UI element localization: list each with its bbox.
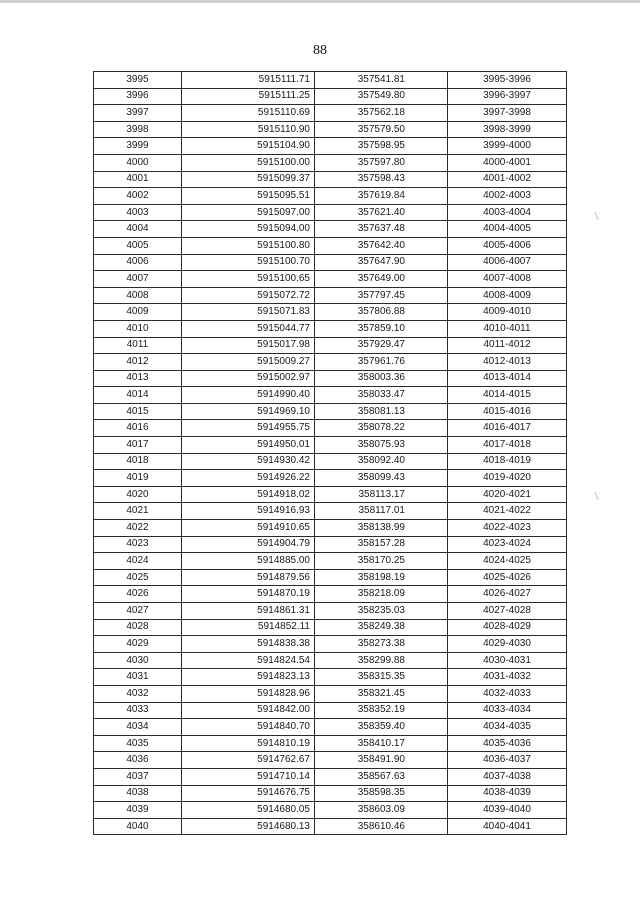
x-coordinate-cell: 5915100.80 [182,237,315,254]
x-coordinate-cell: 5914680.05 [182,802,315,819]
table-row [94,586,567,603]
x-coordinate-cell: 5914926.22 [182,470,315,487]
table-row [94,304,567,321]
point-number-cell: 4027 [94,603,182,620]
point-number-cell: 4038 [94,785,182,802]
point-number-cell: 4036 [94,752,182,769]
table-row [94,72,567,89]
segment-cell: 4035-4036 [448,735,567,752]
segment-cell: 4014-4015 [448,387,567,404]
segment-cell: 4007-4008 [448,271,567,288]
x-coordinate-cell: 5915110.69 [182,105,315,122]
x-coordinate-cell: 5914823.13 [182,669,315,686]
table-row [94,785,567,802]
table-row [94,685,567,702]
y-coordinate-cell: 357859.10 [315,320,448,337]
x-coordinate-cell: 5914904.79 [182,536,315,553]
segment-cell: 4008-4009 [448,287,567,304]
x-coordinate-cell: 5915071.83 [182,304,315,321]
y-coordinate-cell: 357598.95 [315,138,448,155]
table-row [94,636,567,653]
segment-cell: 4031-4032 [448,669,567,686]
segment-cell: 4003-4004 [448,204,567,221]
y-coordinate-cell: 358075.93 [315,437,448,454]
y-coordinate-cell: 357961.76 [315,354,448,371]
x-coordinate-cell: 5915100.70 [182,254,315,271]
table-row [94,420,567,437]
table-row [94,171,567,188]
y-coordinate-cell: 358113.17 [315,486,448,503]
y-coordinate-cell: 358299.88 [315,652,448,669]
y-coordinate-cell: 358352.19 [315,702,448,719]
y-coordinate-cell: 357647.90 [315,254,448,271]
x-coordinate-cell: 5914930.42 [182,453,315,470]
segment-cell: 4002-4003 [448,188,567,205]
segment-cell: 4013-4014 [448,370,567,387]
segment-cell: 3996-3997 [448,88,567,105]
segment-cell: 4017-4018 [448,437,567,454]
y-coordinate-cell: 358157.28 [315,536,448,553]
table-row [94,818,567,835]
y-coordinate-cell: 358170.25 [315,553,448,570]
coordinates-table-body [94,72,567,835]
point-number-cell: 4032 [94,685,182,702]
table-row [94,154,567,171]
table-row [94,702,567,719]
point-number-cell: 3996 [94,88,182,105]
point-number-cell: 4008 [94,287,182,304]
table-row [94,354,567,371]
y-coordinate-cell: 357598.43 [315,171,448,188]
point-number-cell: 4015 [94,403,182,420]
y-coordinate-cell: 357797.45 [315,287,448,304]
point-number-cell: 4021 [94,503,182,520]
point-number-cell: 3997 [94,105,182,122]
segment-cell: 4027-4028 [448,603,567,620]
point-number-cell: 4004 [94,221,182,238]
x-coordinate-cell: 5914840.70 [182,719,315,736]
y-coordinate-cell: 358033.47 [315,387,448,404]
table-row [94,503,567,520]
table-row [94,470,567,487]
table-row [94,453,567,470]
segment-cell: 4039-4040 [448,802,567,819]
x-coordinate-cell: 5914879.56 [182,569,315,586]
y-coordinate-cell: 358598.35 [315,785,448,802]
y-coordinate-cell: 357541.81 [315,72,448,89]
x-coordinate-cell: 5914870.19 [182,586,315,603]
y-coordinate-cell: 357649.00 [315,271,448,288]
table-row [94,387,567,404]
point-number-cell: 4013 [94,370,182,387]
segment-cell: 3998-3999 [448,121,567,138]
segment-cell: 4018-4019 [448,453,567,470]
point-number-cell: 4029 [94,636,182,653]
segment-cell: 4005-4006 [448,237,567,254]
x-coordinate-cell: 5914861.31 [182,603,315,620]
segment-cell: 4040-4041 [448,818,567,835]
table-row [94,603,567,620]
y-coordinate-cell: 358099.43 [315,470,448,487]
segment-cell: 4022-4023 [448,520,567,537]
segment-cell: 4023-4024 [448,536,567,553]
segment-cell: 4011-4012 [448,337,567,354]
segment-cell: 4025-4026 [448,569,567,586]
segment-cell: 4030-4031 [448,652,567,669]
y-coordinate-cell: 357597.80 [315,154,448,171]
x-coordinate-cell: 5914852.11 [182,619,315,636]
y-coordinate-cell: 357562.18 [315,105,448,122]
point-number-cell: 4003 [94,204,182,221]
page-top-edge [0,0,640,3]
x-coordinate-cell: 5914950.01 [182,437,315,454]
segment-cell: 4033-4034 [448,702,567,719]
table-row [94,520,567,537]
y-coordinate-cell: 358138.99 [315,520,448,537]
y-coordinate-cell: 358315.35 [315,669,448,686]
x-coordinate-cell: 5915110.90 [182,121,315,138]
y-coordinate-cell: 358117.01 [315,503,448,520]
point-number-cell: 4005 [94,237,182,254]
scan-mark [594,492,598,500]
segment-cell: 4020-4021 [448,486,567,503]
segment-cell: 4036-4037 [448,752,567,769]
table-row [94,403,567,420]
y-coordinate-cell: 357619.84 [315,188,448,205]
segment-cell: 3999-4000 [448,138,567,155]
x-coordinate-cell: 5914969.10 [182,403,315,420]
x-coordinate-cell: 5914680.13 [182,818,315,835]
point-number-cell: 4035 [94,735,182,752]
segment-cell: 4024-4025 [448,553,567,570]
x-coordinate-cell: 5914838.38 [182,636,315,653]
point-number-cell: 4017 [94,437,182,454]
table-row [94,437,567,454]
segment-cell: 4034-4035 [448,719,567,736]
x-coordinate-cell: 5914710.14 [182,768,315,785]
x-coordinate-cell: 5914955.75 [182,420,315,437]
x-coordinate-cell: 5914824.54 [182,652,315,669]
table-row [94,237,567,254]
x-coordinate-cell: 5915100.00 [182,154,315,171]
table-row [94,121,567,138]
x-coordinate-cell: 5915017.98 [182,337,315,354]
x-coordinate-cell: 5915044.77 [182,320,315,337]
x-coordinate-cell: 5915104.90 [182,138,315,155]
segment-cell: 4000-4001 [448,154,567,171]
table-row [94,536,567,553]
y-coordinate-cell: 358218.09 [315,586,448,603]
table-row [94,254,567,271]
table-row [94,204,567,221]
segment-cell: 4026-4027 [448,586,567,603]
y-coordinate-cell: 358567.63 [315,768,448,785]
point-number-cell: 4039 [94,802,182,819]
point-number-cell: 4026 [94,586,182,603]
table-row [94,619,567,636]
point-number-cell: 4028 [94,619,182,636]
x-coordinate-cell: 5915094.00 [182,221,315,238]
x-coordinate-cell: 5915009.27 [182,354,315,371]
y-coordinate-cell: 357637.48 [315,221,448,238]
x-coordinate-cell: 5915099.37 [182,171,315,188]
point-number-cell: 4022 [94,520,182,537]
point-number-cell: 4018 [94,453,182,470]
point-number-cell: 4011 [94,337,182,354]
point-number-cell: 4024 [94,553,182,570]
table-row [94,486,567,503]
segment-cell: 4038-4039 [448,785,567,802]
x-coordinate-cell: 5915100.65 [182,271,315,288]
x-coordinate-cell: 5914810.19 [182,735,315,752]
table-row [94,287,567,304]
y-coordinate-cell: 358249.38 [315,619,448,636]
table-row [94,188,567,205]
y-coordinate-cell: 357579.50 [315,121,448,138]
point-number-cell: 4006 [94,254,182,271]
point-number-cell: 4002 [94,188,182,205]
x-coordinate-cell: 5914828.96 [182,685,315,702]
table-row [94,752,567,769]
segment-cell: 3997-3998 [448,105,567,122]
table-row [94,768,567,785]
point-number-cell: 4025 [94,569,182,586]
table-row [94,138,567,155]
point-number-cell: 3995 [94,72,182,89]
point-number-cell: 4010 [94,320,182,337]
segment-cell: 4006-4007 [448,254,567,271]
y-coordinate-cell: 358410.17 [315,735,448,752]
y-coordinate-cell: 358235.03 [315,603,448,620]
segment-cell: 3995-3996 [448,72,567,89]
point-number-cell: 3999 [94,138,182,155]
table-row [94,719,567,736]
x-coordinate-cell: 5915111.25 [182,88,315,105]
x-coordinate-cell: 5915111.71 [182,72,315,89]
table-row [94,669,567,686]
segment-cell: 4009-4010 [448,304,567,321]
segment-cell: 4012-4013 [448,354,567,371]
y-coordinate-cell: 357621.40 [315,204,448,221]
y-coordinate-cell: 358610.46 [315,818,448,835]
x-coordinate-cell: 5914918.02 [182,486,315,503]
x-coordinate-cell: 5914676.75 [182,785,315,802]
x-coordinate-cell: 5914990.40 [182,387,315,404]
y-coordinate-cell: 358359.40 [315,719,448,736]
segment-cell: 4019-4020 [448,470,567,487]
y-coordinate-cell: 357929.47 [315,337,448,354]
point-number-cell: 4037 [94,768,182,785]
y-coordinate-cell: 358198.19 [315,569,448,586]
point-number-cell: 4034 [94,719,182,736]
y-coordinate-cell: 357549.80 [315,88,448,105]
y-coordinate-cell: 358078.22 [315,420,448,437]
point-number-cell: 4040 [94,818,182,835]
x-coordinate-cell: 5914842.00 [182,702,315,719]
segment-cell: 4015-4016 [448,403,567,420]
segment-cell: 4001-4002 [448,171,567,188]
point-number-cell: 4020 [94,486,182,503]
x-coordinate-cell: 5915072.72 [182,287,315,304]
table-row [94,569,567,586]
segment-cell: 4021-4022 [448,503,567,520]
y-coordinate-cell: 357642.40 [315,237,448,254]
point-number-cell: 4019 [94,470,182,487]
point-number-cell: 4000 [94,154,182,171]
point-number-cell: 4030 [94,652,182,669]
x-coordinate-cell: 5914885.00 [182,553,315,570]
point-number-cell: 4016 [94,420,182,437]
table-row [94,105,567,122]
point-number-cell: 4023 [94,536,182,553]
table-row [94,735,567,752]
point-number-cell: 4012 [94,354,182,371]
y-coordinate-cell: 358273.38 [315,636,448,653]
table-row [94,802,567,819]
table-row [94,370,567,387]
segment-cell: 4032-4033 [448,685,567,702]
x-coordinate-cell: 5915095.51 [182,188,315,205]
segment-cell: 4037-4038 [448,768,567,785]
x-coordinate-cell: 5914910.65 [182,520,315,537]
scan-mark [594,212,598,220]
point-number-cell: 4014 [94,387,182,404]
x-coordinate-cell: 5914916.93 [182,503,315,520]
coordinates-table [93,71,567,835]
segment-cell: 4004-4005 [448,221,567,238]
point-number-cell: 4031 [94,669,182,686]
table-row [94,652,567,669]
x-coordinate-cell: 5915097.00 [182,204,315,221]
segment-cell: 4029-4030 [448,636,567,653]
segment-cell: 4016-4017 [448,420,567,437]
table-row [94,88,567,105]
y-coordinate-cell: 358081.13 [315,403,448,420]
page-number: 88 [313,43,327,58]
y-coordinate-cell: 358003.36 [315,370,448,387]
point-number-cell: 3998 [94,121,182,138]
table-row [94,337,567,354]
y-coordinate-cell: 358092.40 [315,453,448,470]
table-row [94,271,567,288]
x-coordinate-cell: 5915002.97 [182,370,315,387]
point-number-cell: 4033 [94,702,182,719]
table-row [94,553,567,570]
segment-cell: 4010-4011 [448,320,567,337]
table-row [94,221,567,238]
y-coordinate-cell: 358491.90 [315,752,448,769]
y-coordinate-cell: 357806.88 [315,304,448,321]
point-number-cell: 4007 [94,271,182,288]
segment-cell: 4028-4029 [448,619,567,636]
y-coordinate-cell: 358603.09 [315,802,448,819]
y-coordinate-cell: 358321.45 [315,685,448,702]
x-coordinate-cell: 5914762.67 [182,752,315,769]
point-number-cell: 4009 [94,304,182,321]
table-row [94,320,567,337]
point-number-cell: 4001 [94,171,182,188]
